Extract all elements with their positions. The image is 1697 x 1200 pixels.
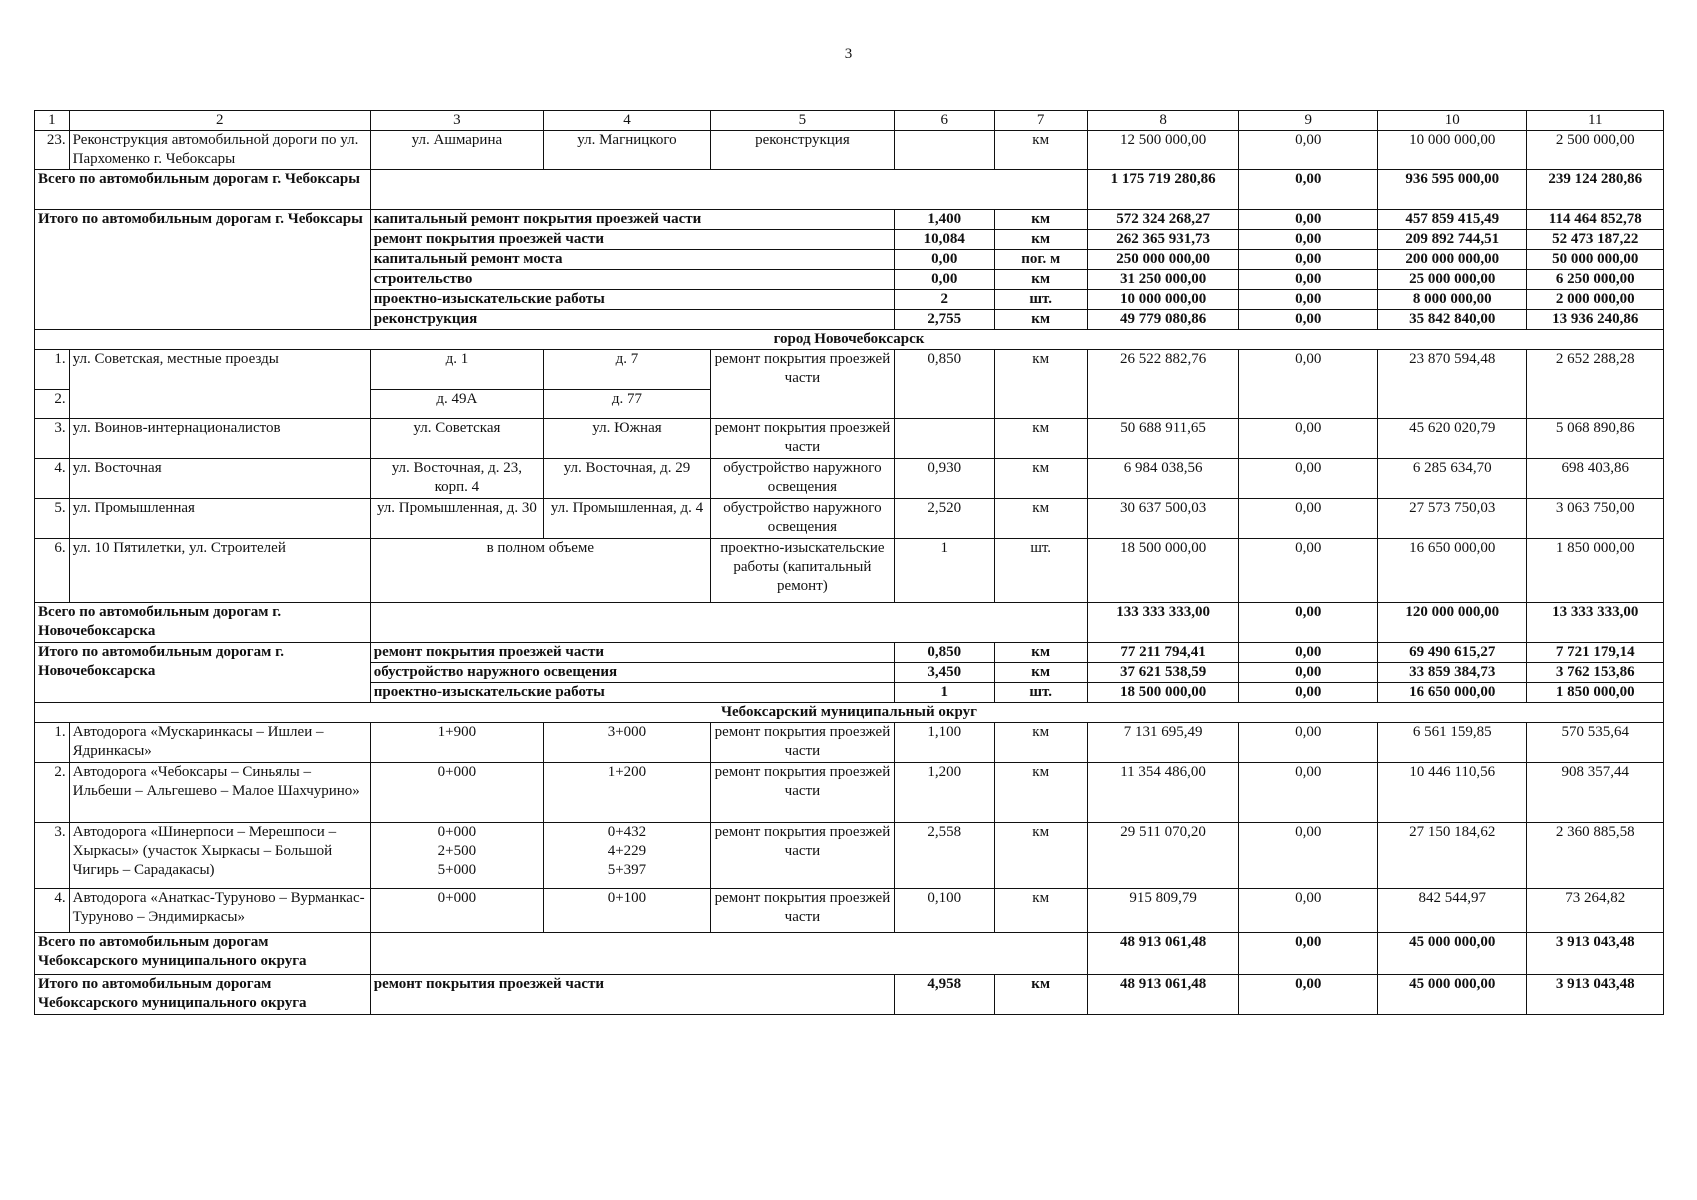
quantity-cell: 1,200 [894, 763, 994, 823]
amount-total-cell: 49 779 080,86 [1087, 310, 1239, 330]
unit-cell: км [994, 763, 1087, 823]
summary-row [35, 643, 1664, 663]
amount-total-cell: 31 250 000,00 [1087, 270, 1239, 290]
quantity-cell: 1,100 [894, 723, 994, 763]
page-number: 3 [844, 46, 853, 62]
start-point-cell: ул. Восточная, д. 23, корп. 4 [370, 459, 543, 499]
quantity-cell: 2,520 [894, 499, 994, 539]
amount-col10-cell: 45 000 000,00 [1378, 933, 1527, 975]
row-number-cell: 4. [35, 459, 70, 499]
quantity-cell: 0,930 [894, 459, 994, 499]
work-type-cell: ремонт покрытия проезжей части [710, 823, 894, 889]
quantity-cell: 1 [894, 539, 994, 603]
unit-cell: км [994, 889, 1087, 933]
amount-col10-cell: 6 285 634,70 [1378, 459, 1527, 499]
road-name-cell: ул. 10 Пятилетки, ул. Строителей [69, 539, 370, 603]
end-point-cell: 3+000 [544, 723, 711, 763]
amount-total-cell: 18 500 000,00 [1087, 683, 1239, 703]
row-number-cell: 2. [35, 390, 70, 419]
amount-col9-cell: 0,00 [1239, 499, 1378, 539]
column-number-cell: 10 [1378, 111, 1527, 131]
road-works-table [34, 110, 1664, 1015]
amount-col11-cell: 2 500 000,00 [1527, 131, 1664, 170]
amount-col9-cell: 0,00 [1239, 310, 1378, 330]
amount-col10-cell: 120 000 000,00 [1378, 603, 1527, 643]
row-number-cell: 1. [35, 723, 70, 763]
start-point-cell: 1+900 [370, 723, 543, 763]
end-point-cell: ул. Магницкого [544, 131, 711, 170]
empty-cell [370, 933, 1087, 975]
table-row [35, 419, 1664, 459]
end-point-cell: 0+432 4+229 5+397 [544, 823, 711, 889]
table-row [35, 539, 1664, 603]
table-row [35, 350, 1664, 390]
amount-cell: 23 870 594,48 [1378, 350, 1527, 419]
total-label-cell: Всего по автомобильным дорогам г. Чебоксары [35, 170, 371, 210]
summary-label-cell: Итого по автомобильным дорогам г. Новочебоксарска [35, 643, 371, 703]
row-number-cell: 1. [35, 350, 70, 390]
row-number-cell: 23. [35, 131, 70, 170]
amount-col9-cell: 0,00 [1239, 131, 1378, 170]
end-point-cell: д. 7 [544, 350, 711, 390]
unit-cell: км [994, 270, 1087, 290]
amount-col11-cell: 50 000 000,00 [1527, 250, 1664, 270]
quantity-cell: 0,00 [894, 250, 994, 270]
road-name-cell: ул. Советская, местные проезды [69, 350, 370, 419]
start-point-cell: д. 49А [370, 390, 543, 419]
unit-cell: км [994, 310, 1087, 330]
column-number-row [35, 111, 1664, 131]
amount-col9-cell: 0,00 [1239, 975, 1378, 1015]
amount-total-cell: 6 984 038,56 [1087, 459, 1239, 499]
column-number-cell: 2 [69, 111, 370, 131]
row-number-cell: 3. [35, 823, 70, 889]
work-type-cell: ремонт покрытия проезжей части [710, 350, 894, 419]
unit-cell: км [994, 459, 1087, 499]
empty-cell [370, 603, 1087, 643]
summary-row [35, 975, 1664, 1015]
start-point-cell: ул. Промышленная, д. 30 [370, 499, 543, 539]
amount-col9-cell: 0,00 [1239, 230, 1378, 250]
work-type-cell: реконструкция [710, 131, 894, 170]
amount-col11-cell: 698 403,86 [1527, 459, 1664, 499]
amount-col11-cell: 908 357,44 [1527, 763, 1664, 823]
unit-cell: км [994, 131, 1087, 170]
quantity-cell: 2,755 [894, 310, 994, 330]
column-number-cell: 6 [894, 111, 994, 131]
quantity-cell: 10,084 [894, 230, 994, 250]
table-row [35, 889, 1664, 933]
road-name-cell: Автодорога «Мускаринкасы – Ишлеи – Ядринкасы» [69, 723, 370, 763]
amount-col11-cell: 239 124 280,86 [1527, 170, 1664, 210]
quantity-cell: 1,400 [894, 210, 994, 230]
amount-col11-cell: 570 535,64 [1527, 723, 1664, 763]
table-row [35, 499, 1664, 539]
summary-label-cell: Итого по автомобильным дорогам г. Чебоксары [35, 210, 371, 330]
amount-col11-cell: 7 721 179,14 [1527, 643, 1664, 663]
road-name-cell: ул. Промышленная [69, 499, 370, 539]
amount-col10-cell: 200 000 000,00 [1378, 250, 1527, 270]
work-type-cell: обустройство наружного освещения [710, 499, 894, 539]
work-type-cell: обустройство наружного освещения [710, 459, 894, 499]
work-type-cell: строительство [370, 270, 894, 290]
amount-total-cell: 18 500 000,00 [1087, 539, 1239, 603]
table-row [35, 823, 1664, 889]
unit-cell: км [994, 350, 1087, 419]
road-name-cell: ул. Восточная [69, 459, 370, 499]
work-type-cell: ремонт покрытия проезжей части [710, 763, 894, 823]
row-number-cell: 4. [35, 889, 70, 933]
road-name-cell: Реконструкция автомобильной дороги по ул. Пархоменко г. Чебоксары [69, 131, 370, 170]
total-row [35, 170, 1664, 210]
amount-col11-cell: 3 913 043,48 [1527, 975, 1664, 1015]
unit-cell: км [994, 823, 1087, 889]
amount-col9-cell: 0,00 [1239, 643, 1378, 663]
road-name-cell: Автодорога «Шинерпоси – Мерешпоси – Хыркасы» (участок Хыркасы – Большой Чигирь – Сарадакасы) [69, 823, 370, 889]
unit-cell: км [994, 723, 1087, 763]
amount-col9-cell: 0,00 [1239, 889, 1378, 933]
amount-col11-cell: 6 250 000,00 [1527, 270, 1664, 290]
unit-cell: км [994, 975, 1087, 1015]
amount-col9-cell: 0,00 [1239, 539, 1378, 603]
amount-col10-cell: 27 150 184,62 [1378, 823, 1527, 889]
unit-cell: км [994, 419, 1087, 459]
quantity-cell: 0,850 [894, 350, 994, 419]
work-type-cell: ремонт покрытия проезжей части [370, 975, 894, 1015]
amount-col10-cell: 209 892 744,51 [1378, 230, 1527, 250]
column-number-cell: 1 [35, 111, 70, 131]
amount-col9-cell: 0,00 [1239, 250, 1378, 270]
quantity-cell: 0,850 [894, 643, 994, 663]
column-number-cell: 3 [370, 111, 543, 131]
amount-total-cell: 915 809,79 [1087, 889, 1239, 933]
work-type-cell: ремонт покрытия проезжей части [710, 723, 894, 763]
unit-cell: пог. м [994, 250, 1087, 270]
amount-col11-cell: 52 473 187,22 [1527, 230, 1664, 250]
road-name-cell: Автодорога «Анаткас-Туруново – Вурманкас-Туруново – Эндимиркасы» [69, 889, 370, 933]
amount-total-cell: 29 511 070,20 [1087, 823, 1239, 889]
amount-col11-cell: 2 000 000,00 [1527, 290, 1664, 310]
unit-cell: км [994, 499, 1087, 539]
amount-col10-cell: 45 620 020,79 [1378, 419, 1527, 459]
amount-col11-cell: 3 063 750,00 [1527, 499, 1664, 539]
end-point-cell: д. 77 [544, 390, 711, 419]
amount-col10-cell: 16 650 000,00 [1378, 683, 1527, 703]
table-row [35, 723, 1664, 763]
amount-cell: 2 652 288,28 [1527, 350, 1664, 419]
end-point-cell: ул. Южная [544, 419, 711, 459]
end-point-cell: ул. Промышленная, д. 4 [544, 499, 711, 539]
unit-cell: шт. [994, 683, 1087, 703]
amount-total-cell: 48 913 061,48 [1087, 975, 1239, 1015]
amount-col11-cell: 13 333 333,00 [1527, 603, 1664, 643]
scope-cell: в полном объеме [370, 539, 710, 603]
end-point-cell: 0+100 [544, 889, 711, 933]
row-number-cell: 2. [35, 763, 70, 823]
amount-col9-cell: 0,00 [1239, 933, 1378, 975]
start-point-cell: ул. Советская [370, 419, 543, 459]
end-point-cell: 1+200 [544, 763, 711, 823]
amount-col9-cell: 0,00 [1239, 823, 1378, 889]
amount-col11-cell: 3 762 153,86 [1527, 663, 1664, 683]
total-row [35, 603, 1664, 643]
start-point-cell: 0+000 [370, 763, 543, 823]
row-number-cell: 5. [35, 499, 70, 539]
amount-col11-cell: 73 264,82 [1527, 889, 1664, 933]
amount-col9-cell: 0,00 [1239, 419, 1378, 459]
amount-col9-cell: 0,00 [1239, 663, 1378, 683]
table-row [35, 459, 1664, 499]
section-header-row [35, 703, 1664, 723]
summary-label-cell: Итого по автомобильным дорогам Чебоксарского муниципального округа [35, 975, 371, 1015]
amount-total-cell: 37 621 538,59 [1087, 663, 1239, 683]
amount-col10-cell: 33 859 384,73 [1378, 663, 1527, 683]
quantity-cell: 0,00 [894, 270, 994, 290]
amount-col9-cell: 0,00 [1239, 290, 1378, 310]
section-header-row [35, 330, 1664, 350]
quantity-cell: 2,558 [894, 823, 994, 889]
amount-total-cell: 12 500 000,00 [1087, 131, 1239, 170]
amount-total-cell: 572 324 268,27 [1087, 210, 1239, 230]
amount-col9-cell: 0,00 [1239, 170, 1378, 210]
column-number-cell: 11 [1527, 111, 1664, 131]
road-name-cell: Автодорога «Чебоксары – Синьялы – Ильбеши – Альгешево – Малое Шахчурино» [69, 763, 370, 823]
amount-col11-cell: 3 913 043,48 [1527, 933, 1664, 975]
amount-total-cell: 1 175 719 280,86 [1087, 170, 1239, 210]
start-point-cell: ул. Ашмарина [370, 131, 543, 170]
row-number-cell: 3. [35, 419, 70, 459]
unit-cell: км [994, 643, 1087, 663]
road-name-cell: ул. Воинов-интернационалистов [69, 419, 370, 459]
quantity-cell: 2 [894, 290, 994, 310]
column-number-cell: 7 [994, 111, 1087, 131]
amount-col9-cell: 0,00 [1239, 723, 1378, 763]
total-row [35, 933, 1664, 975]
amount-total-cell: 50 688 911,65 [1087, 419, 1239, 459]
quantity-cell: 0,100 [894, 889, 994, 933]
amount-col9-cell: 0,00 [1239, 763, 1378, 823]
column-number-cell: 5 [710, 111, 894, 131]
unit-cell: шт. [994, 539, 1087, 603]
amount-col10-cell: 8 000 000,00 [1378, 290, 1527, 310]
amount-col10-cell: 25 000 000,00 [1378, 270, 1527, 290]
work-type-cell: капитальный ремонт моста [370, 250, 894, 270]
row-number-cell: 6. [35, 539, 70, 603]
empty-cell [370, 170, 1087, 210]
work-type-cell: проектно-изыскательские работы [370, 683, 894, 703]
amount-col11-cell: 5 068 890,86 [1527, 419, 1664, 459]
quantity-cell [894, 419, 994, 459]
quantity-cell: 4,958 [894, 975, 994, 1015]
section-title-cell: город Новочебоксарск [35, 330, 1664, 350]
amount-total-cell: 7 131 695,49 [1087, 723, 1239, 763]
amount-col11-cell: 114 464 852,78 [1527, 210, 1664, 230]
unit-cell: шт. [994, 290, 1087, 310]
amount-col10-cell: 27 573 750,03 [1378, 499, 1527, 539]
amount-col10-cell: 936 595 000,00 [1378, 170, 1527, 210]
start-point-cell: д. 1 [370, 350, 543, 390]
amount-col9-cell: 0,00 [1239, 603, 1378, 643]
table-row [35, 763, 1664, 823]
amount-total-cell: 250 000 000,00 [1087, 250, 1239, 270]
table-row [35, 131, 1664, 170]
work-type-cell: ремонт покрытия проезжей части [370, 230, 894, 250]
unit-cell: км [994, 663, 1087, 683]
amount-total-cell: 11 354 486,00 [1087, 763, 1239, 823]
column-number-cell: 9 [1239, 111, 1378, 131]
quantity-cell [894, 131, 994, 170]
work-type-cell: ремонт покрытия проезжей части [710, 889, 894, 933]
work-type-cell: реконструкция [370, 310, 894, 330]
quantity-cell: 3,450 [894, 663, 994, 683]
amount-col11-cell: 1 850 000,00 [1527, 539, 1664, 603]
amount-col10-cell: 69 490 615,27 [1378, 643, 1527, 663]
table-body [35, 111, 1664, 1015]
amount-total-cell: 262 365 931,73 [1087, 230, 1239, 250]
amount-total-cell: 77 211 794,41 [1087, 643, 1239, 663]
end-point-cell: ул. Восточная, д. 29 [544, 459, 711, 499]
amount-col9-cell: 0,00 [1239, 683, 1378, 703]
work-type-cell: обустройство наружного освещения [370, 663, 894, 683]
amount-col9-cell: 0,00 [1239, 210, 1378, 230]
column-number-cell: 4 [544, 111, 711, 131]
amount-total-cell: 30 637 500,03 [1087, 499, 1239, 539]
amount-cell: 0,00 [1239, 350, 1378, 419]
start-point-cell: 0+000 [370, 889, 543, 933]
amount-col11-cell: 13 936 240,86 [1527, 310, 1664, 330]
amount-col9-cell: 0,00 [1239, 459, 1378, 499]
work-type-cell: ремонт покрытия проезжей части [710, 419, 894, 459]
unit-cell: км [994, 210, 1087, 230]
amount-total-cell: 133 333 333,00 [1087, 603, 1239, 643]
amount-col11-cell: 2 360 885,58 [1527, 823, 1664, 889]
amount-col10-cell: 10 000 000,00 [1378, 131, 1527, 170]
work-type-cell: проектно-изыскательские работы [370, 290, 894, 310]
total-label-cell: Всего по автомобильным дорогам Чебоксарского муниципального округа [35, 933, 371, 975]
column-number-cell: 8 [1087, 111, 1239, 131]
work-type-cell: капитальный ремонт покрытия проезжей части [370, 210, 894, 230]
amount-col10-cell: 842 544,97 [1378, 889, 1527, 933]
amount-col10-cell: 10 446 110,56 [1378, 763, 1527, 823]
amount-col10-cell: 6 561 159,85 [1378, 723, 1527, 763]
amount-col10-cell: 35 842 840,00 [1378, 310, 1527, 330]
total-label-cell: Всего по автомобильным дорогам г. Новочебоксарска [35, 603, 371, 643]
section-title-cell: Чебоксарский муниципальный округ [35, 703, 1664, 723]
work-type-cell: ремонт покрытия проезжей части [370, 643, 894, 663]
amount-total-cell: 10 000 000,00 [1087, 290, 1239, 310]
quantity-cell: 1 [894, 683, 994, 703]
start-point-cell: 0+000 2+500 5+000 [370, 823, 543, 889]
amount-col9-cell: 0,00 [1239, 270, 1378, 290]
amount-col10-cell: 457 859 415,49 [1378, 210, 1527, 230]
summary-row [35, 210, 1664, 230]
amount-total-cell: 48 913 061,48 [1087, 933, 1239, 975]
amount-col10-cell: 16 650 000,00 [1378, 539, 1527, 603]
unit-cell: км [994, 230, 1087, 250]
amount-col10-cell: 45 000 000,00 [1378, 975, 1527, 1015]
amount-cell: 26 522 882,76 [1087, 350, 1239, 419]
amount-col11-cell: 1 850 000,00 [1527, 683, 1664, 703]
work-type-cell: проектно-изыскательские работы (капитальный ремонт) [710, 539, 894, 603]
